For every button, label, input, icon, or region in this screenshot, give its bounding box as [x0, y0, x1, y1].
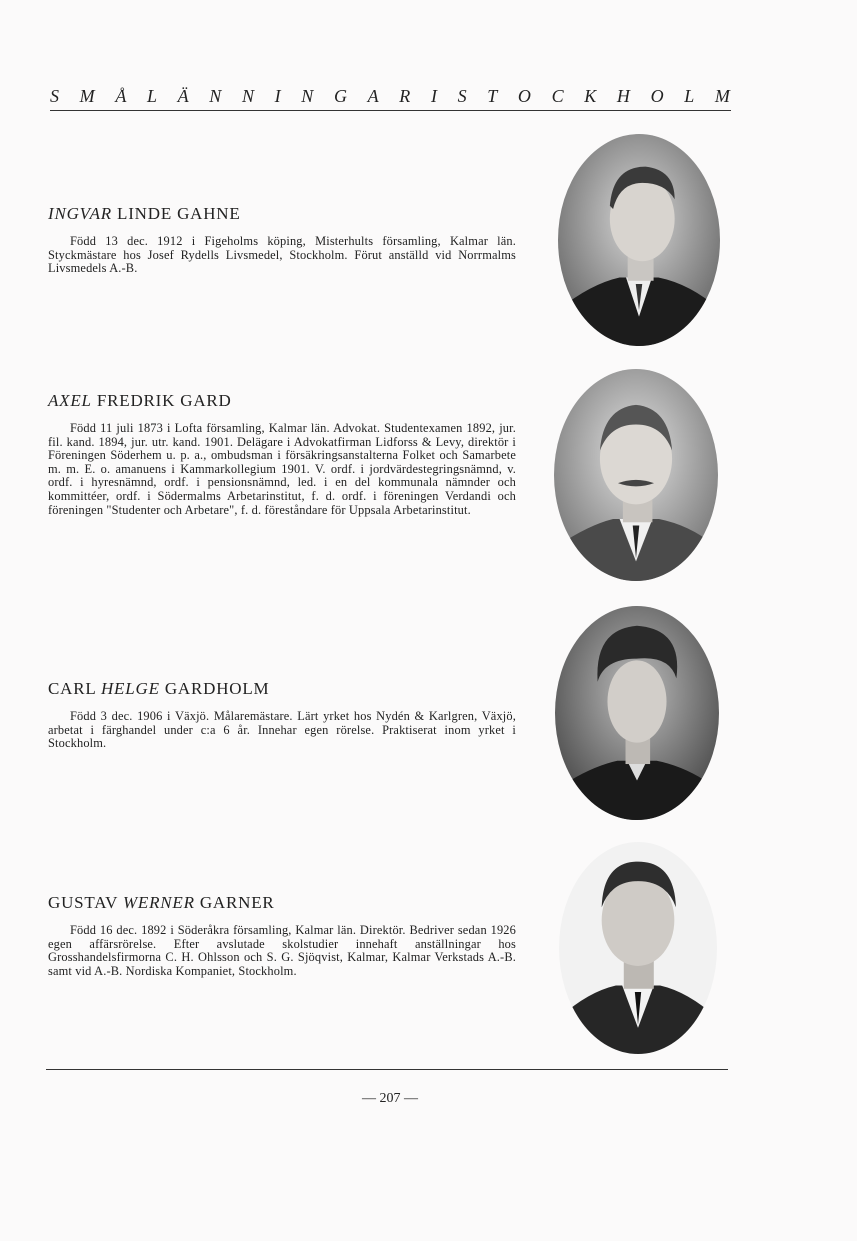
- entry-name-italic: INGVAR: [48, 204, 112, 223]
- biography-entry: [48, 679, 516, 751]
- running-head-letter: O: [650, 86, 664, 106]
- running-head-letter: N: [209, 86, 222, 106]
- running-head-letter: H: [616, 86, 630, 106]
- entry-biography: Född 11 juli 1873 i Lofta församling, Kalmar län. Advokat. Studentexamen 1892, jur. fil. kand. 1894, jur. utr. kand. 1901. Delägare i Advokatfirman Lidforss & Levy, direktör i Föreningen Söderhem u. p. a., ombudsman i försäkringsanstalterna Folket och Samarbete m. m. E. o. amanuens i Kammarkollegium 1901. V. ordf. i jordvärdestegringsnämnd, v. ordf. i hyresnämnd, ordf. i pensionsnämnd, led. i en del kommunala nämnder och kommittéer, ordf. i Södermalms Arbetarinstitut, f. d. ordf. i föreningen Verdandi och föreningen "Studenter och Arbetare", f. d. föreståndare för Uppsala Arbetarinstitut.: [48, 421, 516, 517]
- entry-name-rest: GARNER: [199, 893, 275, 912]
- entry-name-rest: LINDE GAHNE: [117, 204, 241, 223]
- portrait-photo: [555, 606, 719, 820]
- running-head-letter: S: [50, 86, 59, 106]
- running-head-letter: R: [399, 86, 411, 106]
- running-head-letter: A: [367, 86, 379, 106]
- entry-biography: Född 16 dec. 1892 i Söderåkra församling, Kalmar län. Direktör. Bedriver sedan 1926 egen affärsrörelse. Efter avslutade skolstudier innehaft anställningar hos Grosshandelsfirmorna C. H. Ohlsson och S. G. Sjöqvist, Kalmar, Kalmar Verkstads A.-B. samt vid A.-B. Nordiska Kompaniet, Stockholm.: [48, 923, 516, 978]
- running-head-letter: Å: [115, 86, 127, 106]
- page-number: — 207 —: [362, 1091, 418, 1106]
- running-head-letter: G: [333, 86, 347, 106]
- portrait-photo: [558, 134, 720, 346]
- biography-entry: [48, 204, 516, 276]
- running-head: [50, 86, 730, 107]
- running-head-letter: S: [457, 86, 467, 106]
- portrait-photo: [559, 842, 717, 1054]
- entry-biography: Född 3 dec. 1906 i Växjö. Målaremästare. Lärt yrket hos Nydén & Karlgren, Växjö, arbetat i färghandel under c:a 6 år. Innehar egen rörelse. Praktiserat inom yrket i Stockholm.: [48, 709, 516, 751]
- running-head-letter: T: [487, 86, 498, 106]
- running-head-letter: M: [714, 86, 730, 106]
- running-head-letter: I: [430, 86, 437, 106]
- running-head-letter: L: [146, 86, 157, 106]
- entry-name: [48, 391, 516, 411]
- running-head-letter: O: [517, 86, 531, 106]
- footer-rule: [46, 1069, 728, 1070]
- running-head-letter: C: [551, 86, 564, 106]
- entry-name-pre: CARL: [48, 679, 96, 698]
- running-head-letter: N: [301, 86, 314, 106]
- entry-name-italic: AXEL: [48, 391, 92, 410]
- entry-name: [48, 204, 516, 224]
- portrait-photo: [554, 369, 718, 581]
- entry-name: [48, 679, 516, 699]
- biography-entry: [48, 391, 516, 517]
- entry-name-italic: WERNER: [122, 893, 195, 912]
- entry-name-pre: GUSTAV: [48, 893, 118, 912]
- running-head-letter: N: [241, 86, 254, 106]
- entry-name-rest: FREDRIK GARD: [96, 391, 232, 410]
- running-head-letter: Ä: [177, 86, 189, 106]
- entry-name: [48, 893, 516, 913]
- running-head-letter: M: [79, 86, 95, 106]
- running-head-letter: I: [274, 86, 281, 106]
- entry-biography: Född 13 dec. 1912 i Figeholms köping, Misterhults församling, Kalmar län. Styckmästare hos Josef Rydells Livsmedel, Stockholm. Förut anställd vid Norrmalms Livsmedels A.-B.: [48, 234, 516, 276]
- running-head-letter: L: [684, 86, 695, 106]
- running-head-letter: K: [584, 86, 597, 106]
- biography-entry: [48, 893, 516, 978]
- entry-name-rest: GARDHOLM: [164, 679, 270, 698]
- entry-name-italic: HELGE: [100, 679, 160, 698]
- header-rule: [50, 110, 731, 111]
